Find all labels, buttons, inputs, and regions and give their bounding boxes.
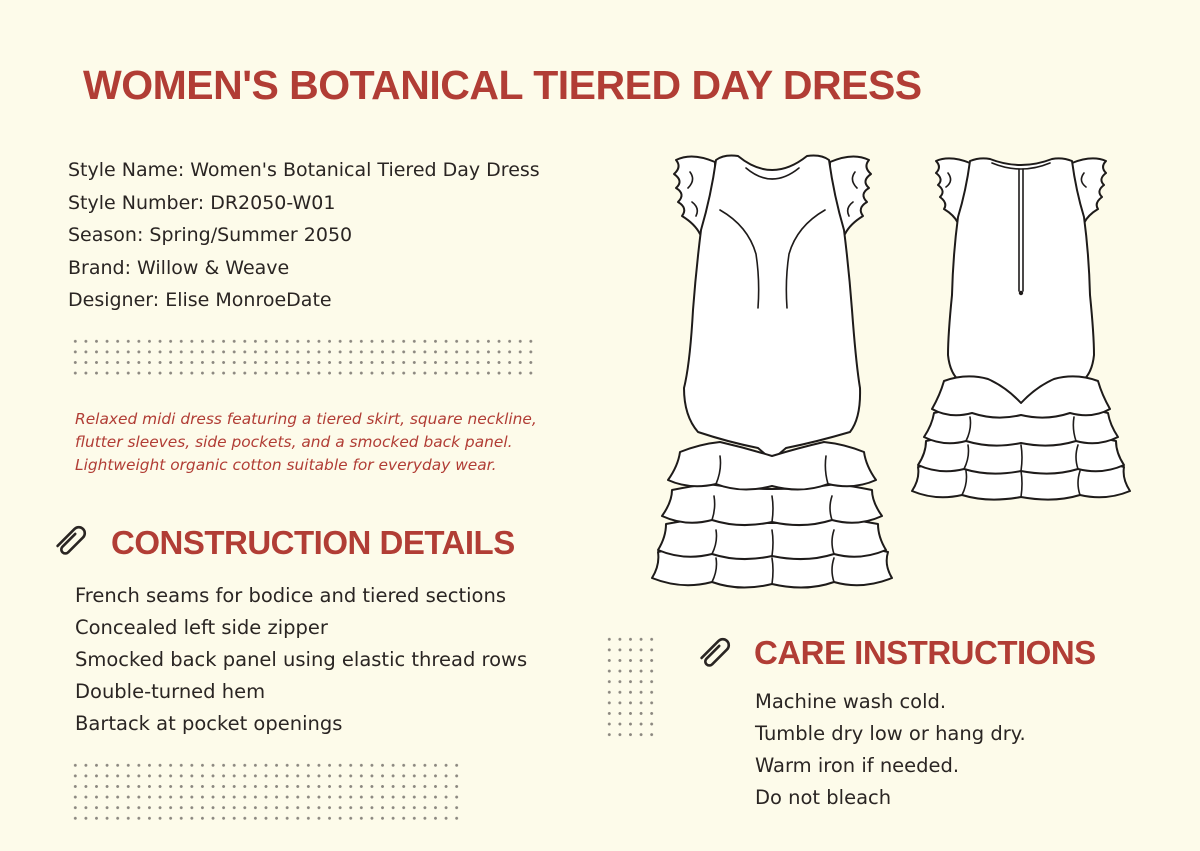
list-item: Bartack at pocket openings — [75, 712, 343, 735]
dress-front-sketch — [640, 150, 905, 595]
list-item: Do not bleach — [755, 786, 892, 809]
construction-title: CONSTRUCTION DETAILS — [111, 524, 515, 561]
style-number: Style Number: DR2050-W01 — [68, 191, 336, 214]
description-line: Lightweight organic cotton suitable for everyday wear. — [75, 456, 497, 474]
dot-pattern-bottom — [70, 760, 460, 820]
list-item: French seams for bodice and tiered sections — [75, 584, 507, 607]
construction-list — [75, 580, 527, 740]
season: Season: Spring/Summer 2050 — [68, 224, 353, 246]
style-info — [68, 154, 540, 317]
dot-pattern-top — [70, 336, 540, 381]
care-title: CARE INSTRUCTIONS — [754, 634, 1096, 671]
brand: Brand: Willow & Weave — [68, 256, 290, 279]
page-title: WOMEN'S BOTANICAL TIERED DAY DRESS — [83, 62, 922, 108]
style-name: Style Name: Women's Botanical Tiered Day Dress — [68, 159, 540, 181]
list-item: Machine wash cold. — [755, 690, 947, 713]
list-item: Warm iron if needed. — [755, 754, 960, 777]
paperclip-icon — [48, 518, 94, 564]
dot-pattern-middle — [604, 634, 656, 740]
list-item: Double-turned hem — [75, 680, 266, 703]
list-item: Smocked back panel using elastic thread rows — [75, 648, 528, 671]
description-line: flutter sleeves, side pockets, and a smocked back panel. — [75, 433, 513, 451]
care-list — [755, 686, 1026, 814]
description — [75, 408, 615, 477]
list-item: Tumble dry low or hang dry. — [755, 722, 1026, 745]
description-line: Relaxed midi dress featuring a tiered skirt, square neckline, — [75, 410, 537, 428]
designer: Designer: Elise MonroeDate — [68, 289, 332, 311]
paperclip-icon — [692, 630, 738, 676]
dress-back-sketch — [908, 155, 1134, 505]
list-item: Concealed left side zipper — [75, 616, 328, 639]
